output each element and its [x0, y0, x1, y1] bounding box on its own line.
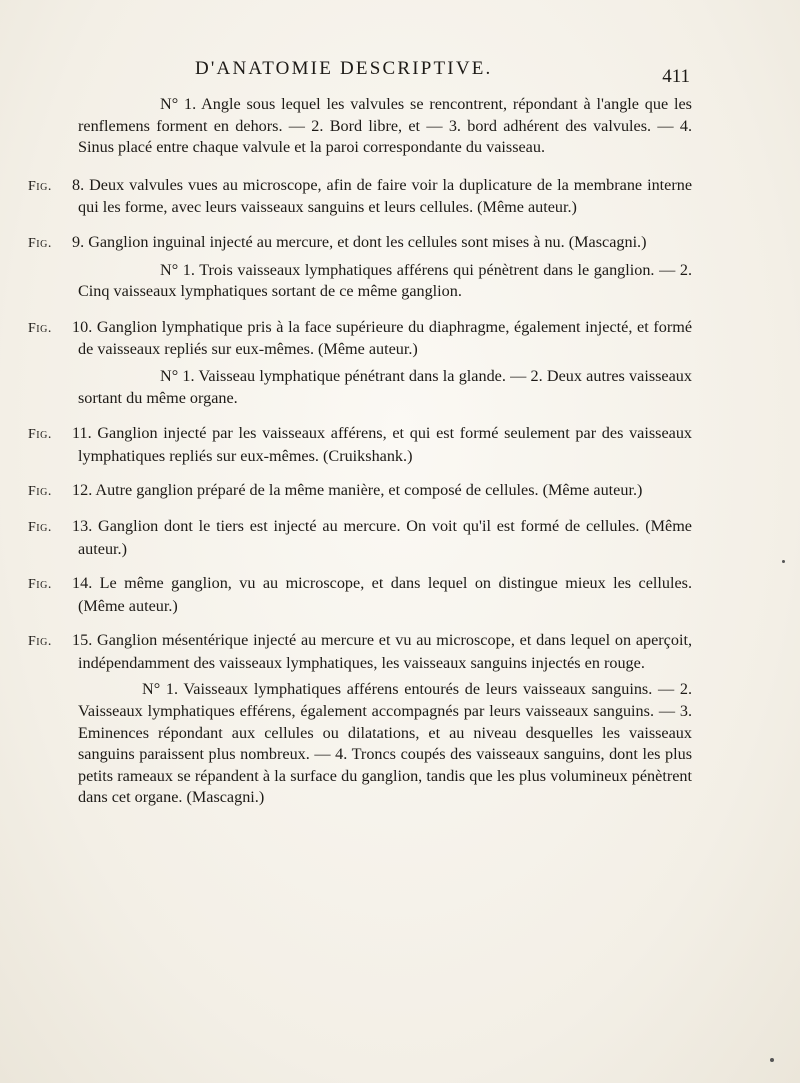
figure-15-legend: N° 1. Vaisseaux lymphatiques afférens entourés de leurs vaisseaux sanguins. — 2. Vaisseaux lymphatiques efférens, également accompagnés par leurs vaisseaux sanguins. — 3. Eminences répondant aux cellules ou dilatations, et au niveau desquelles les vaisseaux sanguins paraissent plus nombreux. — 4. Troncs coupés des vaisseaux sanguins, dont les plus petits rameaux se répandent à la surface du ganglion, tandis que les plus volumineux pénètrent dans cet organe. (Mascagni.): [78, 680, 692, 807]
intro-legend: N° 1. Angle sous lequel les valvules se rencontrent, répondant à l'angle que les renflemens forment en dehors. — 2. Bord libre, et — 3. bord adhérent des valvules. — 4. Sinus placé entre chaque valvule et la paroi correspondante du vaisseau.: [78, 95, 692, 157]
figure-label: Fig.: [28, 235, 52, 251]
figure-11-caption: [28, 423, 692, 467]
figure-12-caption: [28, 480, 692, 503]
figure-label: Fig.: [28, 577, 52, 593]
figure-8-caption: [28, 175, 692, 219]
paper-speck: [782, 560, 785, 563]
figure-10-legend: N° 1. Vaisseau lymphatique pénétrant dans la glande. — 2. Deux autres vaisseaux sortant du même organe.: [78, 366, 692, 407]
figure-label: Fig.: [28, 427, 52, 443]
running-title: D'ANATOMIE DESCRIPTIVE.: [195, 58, 493, 79]
figure-text: Ganglion mésentérique injecté au mercure et vu au microscope, et dans lequel on aperçoit, indépendamment des vaisseaux lymphatiques, les vaisseaux sanguins injectés en rouge.: [78, 631, 692, 672]
figure-number: 10.: [72, 317, 93, 336]
figure-15-caption: [28, 630, 692, 674]
figure-number: 8.: [72, 175, 85, 194]
figure-14-caption: [28, 573, 692, 617]
figure-text: Ganglion lymphatique pris à la face supérieure du diaphragme, également injecté, et formé de vaisseaux repliés sur eux-mêmes. (Même auteur.): [78, 317, 692, 359]
figure-text: Le même ganglion, vu au microscope, et dans lequel on distingue mieux les cellules. (Même auteur.): [78, 574, 693, 615]
page-header: [195, 58, 690, 88]
figure-label: Fig.: [28, 320, 52, 336]
paper-speck: [770, 1058, 774, 1062]
figure-number: 13.: [72, 516, 93, 535]
figure-number: 12.: [72, 481, 93, 500]
figure-label: Fig.: [28, 484, 52, 500]
figure-number: 15.: [72, 631, 93, 650]
figure-number: 14.: [72, 574, 93, 593]
figure-13-caption: [28, 516, 692, 560]
figure-10-caption: [28, 317, 692, 361]
page-body: [28, 94, 692, 823]
page-number: 411: [662, 66, 690, 87]
figure-text: Deux valvules vues au microscope, afin de faire voir la duplicature de la membrane interne qui les forme, avec leurs vaisseaux sanguins et leurs cellules. (Même auteur.): [78, 175, 693, 217]
figure-label: Fig.: [28, 519, 52, 535]
figure-9-legend: N° 1. Trois vaisseaux lymphatiques afférens qui pénètrent dans le ganglion. — 2. Cinq vaisseaux lymphatiques sortant de ce même ganglion.: [78, 260, 692, 301]
figure-text: Ganglion injecté par les vaisseaux afférens, et qui est formé seulement par des vaisseaux lymphatiques repliés sur eux-mêmes. (Cruikshank.): [78, 424, 693, 465]
figure-text: Ganglion inguinal injecté au mercure, et dont les cellules sont mises à nu. (Mascagni.): [88, 232, 647, 251]
figure-label: Fig.: [28, 634, 52, 650]
figure-text: Autre ganglion préparé de la même manière, et composé de cellules. (Même auteur.): [95, 481, 643, 500]
figure-9-caption: [28, 232, 692, 255]
figure-text: Ganglion dont le tiers est injecté au mercure. On voit qu'il est formé de cellules. (Même auteur.): [78, 516, 692, 558]
figure-label: Fig.: [28, 178, 52, 194]
figure-number: 9.: [72, 232, 85, 251]
figure-number: 11.: [72, 424, 92, 443]
